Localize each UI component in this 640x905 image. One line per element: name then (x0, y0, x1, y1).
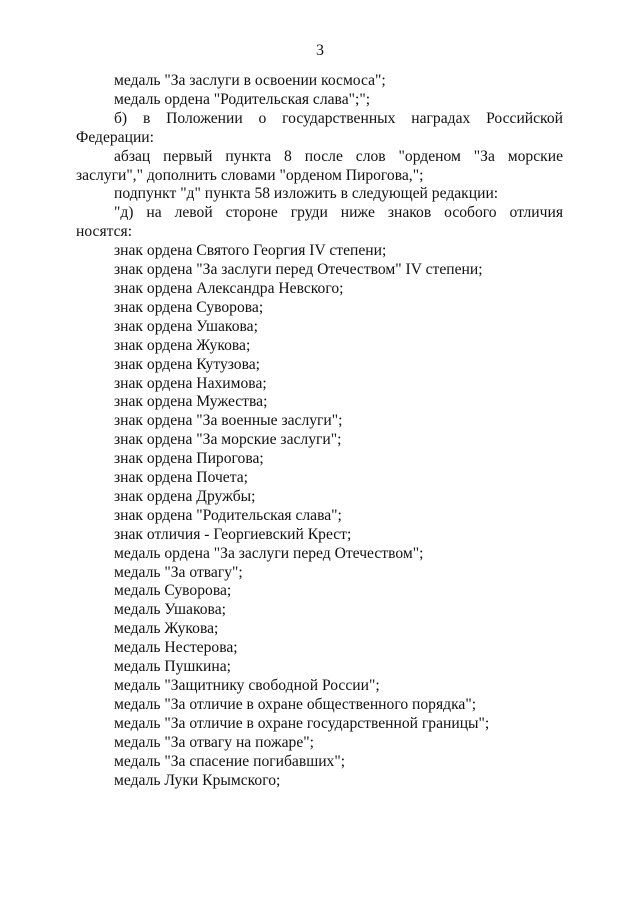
text-line: б) в Положении о государственных наградах Российской (114, 109, 563, 127)
text-line: знак ордена "За заслуги перед Отечеством" IV степени; (114, 261, 483, 279)
text-line: медаль "За отличие в охране общественного порядка"; (114, 695, 477, 713)
text-line: медаль Суворова; (114, 582, 232, 600)
text-line: знак ордена Пирогова; (114, 450, 264, 468)
text-line: медаль "За спасение погибавших"; (114, 752, 346, 770)
text-line: заслуги"," дополнить словами "орденом Пирогова,"; (76, 166, 424, 184)
text-line: знак ордена "Родительская слава"; (114, 506, 342, 524)
text-line: медаль Ушакова; (114, 601, 226, 619)
text-line: медаль ордена "За заслуги перед Отечеством"; (114, 544, 424, 562)
text-line: знак ордена Кутузова; (114, 355, 261, 373)
text-line: медаль Пушкина; (114, 658, 231, 676)
text-line: медаль "За отвагу"; (114, 563, 243, 581)
text-line: медаль "Защитнику свободной России"; (114, 677, 380, 694)
text-line: медаль "За отвагу на пожаре"; (114, 733, 314, 751)
text-line: знак ордена Почета; (114, 469, 248, 487)
text-line: знак ордена Жукова; (114, 336, 251, 354)
text-line: медаль ордена "Родительская слава";"; (114, 90, 371, 108)
text-line: медаль Жукова; (114, 620, 219, 638)
text-line: знак ордена Святого Георгия IV степени; (114, 242, 387, 260)
text-line: медаль Луки Крымского; (114, 771, 281, 789)
text-line: знак ордена "За военные заслуги"; (114, 412, 343, 430)
text-line: медаль "За отличие в охране государственной границы"; (114, 714, 490, 732)
text-line: медаль Нестерова; (114, 639, 238, 657)
text-line: знак ордена Дружбы; (114, 487, 256, 505)
text-line: абзац первый пункта 8 после слов "орденом "За морские (114, 147, 563, 165)
text-line: знак ордена Мужества; (114, 393, 268, 411)
text-line: медаль "За заслуги в освоении космоса"; (114, 72, 386, 89)
text-line: "д) на левой стороне груди ниже знаков особого отличия (114, 204, 563, 222)
text-line: носятся: (76, 223, 133, 241)
text-line: знак ордена Суворова; (114, 298, 264, 316)
text-line: Федерации: (76, 128, 154, 146)
text-line: знак ордена Ушакова; (114, 317, 258, 335)
document-body (76, 72, 563, 790)
page-number: 3 (316, 42, 324, 59)
text-line: знак ордена "За морские заслуги"; (114, 431, 342, 449)
text-line: знак ордена Нахимова; (114, 374, 267, 392)
text-line: подпункт "д" пункта 58 изложить в следующей редакции: (114, 185, 499, 203)
text-line: знак ордена Александра Невского; (114, 279, 344, 297)
text-line: знак отличия - Георгиевский Крест; (114, 525, 352, 543)
